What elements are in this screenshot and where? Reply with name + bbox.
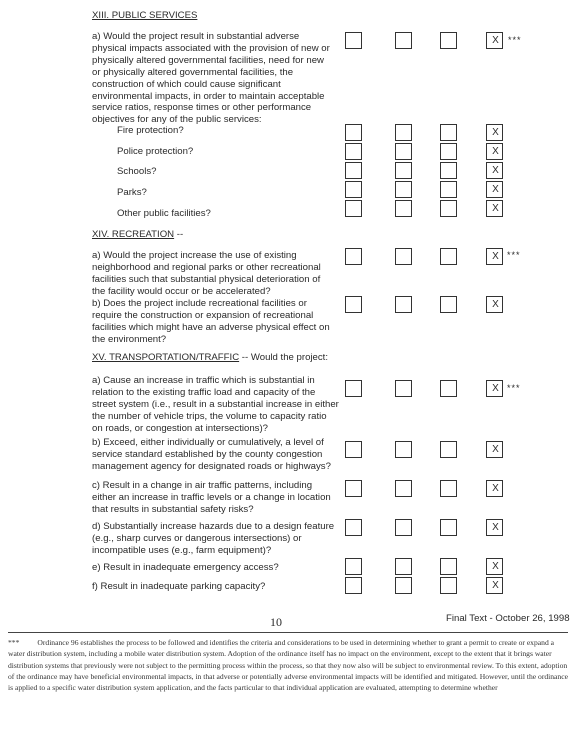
checkbox-xv-f-4[interactable] <box>486 577 503 594</box>
question-xiv-b: b) Does the project include recreational facilities or require the construction or expansion of recreational facilities which might have an adverse physical effect on the environment? <box>92 298 330 345</box>
question-xv-f: f) Result in inadequate parking capacity? <box>92 581 266 592</box>
checkbox-xv-b-4[interactable] <box>486 441 503 458</box>
checkbox-police-3[interactable] <box>440 143 457 160</box>
checkbox-xv-d-3[interactable] <box>440 519 457 536</box>
checkbox-schools-3[interactable] <box>440 162 457 179</box>
checkbox-xv-d-1[interactable] <box>345 519 362 536</box>
x-mark: X <box>492 165 499 176</box>
checkbox-xv-e-1[interactable] <box>345 558 362 575</box>
footnote <box>8 637 568 693</box>
x-mark: X <box>492 127 499 138</box>
checkbox-xv-d-2[interactable] <box>395 519 412 536</box>
section-xv-title: XV. TRANSPORTATION/TRAFFIC <box>92 352 240 363</box>
checkbox-xv-b-1[interactable] <box>345 441 362 458</box>
checkbox-parks-1[interactable] <box>345 181 362 198</box>
x-mark: X <box>492 146 499 157</box>
section-xv-suffix: -- Would the project: <box>239 352 328 363</box>
question-xv-b: b) Exceed, either individually or cumulatively, a level of service standard established by the county congestion management agency for designated roads or highways? <box>92 437 331 472</box>
x-mark: X <box>492 522 499 533</box>
asterisk-note-marker: *** <box>507 383 521 393</box>
checkbox-parks-2[interactable] <box>395 181 412 198</box>
checkbox-xv-b-2[interactable] <box>395 441 412 458</box>
checkbox-xiv-b-2[interactable] <box>395 296 412 313</box>
checkbox-police-2[interactable] <box>395 143 412 160</box>
checkbox-xiii-a-1[interactable] <box>345 32 362 49</box>
question-xv-e: e) Result in inadequate emergency access? <box>92 562 279 573</box>
checkbox-xv-a-4[interactable] <box>486 380 503 397</box>
checkbox-parks-3[interactable] <box>440 181 457 198</box>
question-xv-a: a) Cause an increase in traffic which is substantial in relation to the existing traffic load and capacity of the street system (i.e., result in a substantial increase in either the number of vehicle trips, the volume to capacity ratio on roads, or congestion at intersections)? <box>92 375 339 434</box>
footer-date: Final Text - October 26, 1998 <box>446 613 570 624</box>
checkbox-xiv-b-1[interactable] <box>345 296 362 313</box>
checkbox-xv-e-4[interactable] <box>486 558 503 575</box>
checkbox-xv-e-3[interactable] <box>440 558 457 575</box>
question-xv-d: d) Substantially increase hazards due to a design feature (e.g., sharp curves or dangerous intersections) or incompatible uses (e.g., farm equipment)? <box>92 521 335 556</box>
checkbox-other-2[interactable] <box>395 200 412 217</box>
checkbox-other-3[interactable] <box>440 200 457 217</box>
x-mark: X <box>492 35 499 46</box>
checkbox-schools-2[interactable] <box>395 162 412 179</box>
checkbox-xiv-a-3[interactable] <box>440 248 457 265</box>
page-number: 10 <box>270 615 282 629</box>
checkbox-fire-3[interactable] <box>440 124 457 141</box>
x-mark: X <box>492 251 499 262</box>
checkbox-xiii-a-4[interactable] <box>486 32 503 49</box>
checkbox-xv-c-2[interactable] <box>395 480 412 497</box>
checkbox-schools-4[interactable] <box>486 162 503 179</box>
asterisk-note-marker: *** <box>507 250 521 260</box>
checkbox-fire-4[interactable] <box>486 124 503 141</box>
checkbox-xiii-a-2[interactable] <box>395 32 412 49</box>
checkbox-xiii-a-3[interactable] <box>440 32 457 49</box>
x-mark: X <box>492 561 499 572</box>
checkbox-fire-1[interactable] <box>345 124 362 141</box>
question-xv-c: c) Result in a change in air traffic patterns, including either an increase in traffic levels or a change in location that results in substantial safety risks? <box>92 480 331 515</box>
checkbox-xiv-a-4[interactable] <box>486 248 503 265</box>
x-mark: X <box>492 299 499 310</box>
x-mark: X <box>492 580 499 591</box>
checkbox-xv-f-3[interactable] <box>440 577 457 594</box>
checkbox-other-1[interactable] <box>345 200 362 217</box>
checkbox-xv-a-2[interactable] <box>395 380 412 397</box>
checkbox-xiv-a-1[interactable] <box>345 248 362 265</box>
question-other: Other public facilities? <box>117 208 211 219</box>
checkbox-xiv-b-3[interactable] <box>440 296 457 313</box>
checkbox-xv-f-1[interactable] <box>345 577 362 594</box>
footnote-divider <box>8 632 568 633</box>
checkbox-schools-1[interactable] <box>345 162 362 179</box>
question-schools: Schools? <box>117 166 157 177</box>
x-mark: X <box>492 383 499 394</box>
checkbox-parks-4[interactable] <box>486 181 503 198</box>
asterisk-note-marker: *** <box>508 35 522 45</box>
x-mark: X <box>492 483 499 494</box>
x-mark: X <box>492 444 499 455</box>
checkbox-xv-c-3[interactable] <box>440 480 457 497</box>
checkbox-xv-b-3[interactable] <box>440 441 457 458</box>
section-xiv-title: XIV. RECREATION <box>92 229 175 240</box>
checkbox-xiv-a-2[interactable] <box>395 248 412 265</box>
checkbox-fire-2[interactable] <box>395 124 412 141</box>
question-fire: Fire protection? <box>117 125 184 136</box>
section-xiii-heading: XIII. PUBLIC SERVICES <box>92 10 198 21</box>
checkbox-police-1[interactable] <box>345 143 362 160</box>
footnote-marker: *** <box>8 638 20 647</box>
checkbox-xv-f-2[interactable] <box>395 577 412 594</box>
footnote-text: Ordinance 96 establishes the process to be followed and identifies the criteria and considerations to be used in determining whether to grant a permit to create or expand a water distribution system, including a mobile water distribution system. Adoption of the ordinance itself has no impact on the environment, except to the extent that it brings water distribution systems that previously were not subject to the permitting process within the process, so that they now also will be subject to environmental review. To this extent, adoption of the ordinance may have beneficial environmental impacts, in that adverse or potentially adverse environmental impacts will be identified and mitigated. However, until the ordinance is applied to a specific water distribution system application, and the facts particular to that individual application are evaluated, attempting to determine whether <box>8 638 568 693</box>
checkbox-xv-c-4[interactable] <box>486 480 503 497</box>
checkbox-other-4[interactable] <box>486 200 503 217</box>
x-mark: X <box>492 184 499 195</box>
checkbox-xv-e-2[interactable] <box>395 558 412 575</box>
question-police: Police protection? <box>117 146 194 157</box>
question-xiii-a: a) Would the project result in substantial adverse physical impacts associated with the provision of new or physically altered governmental facilities, need for new or physically altered governmental facilities, the construction of which could cause significant environmental impacts, in order to maintain acceptable service ratios, response times or other performance objectives for any of the public services: <box>92 31 330 126</box>
checkbox-xiv-b-4[interactable] <box>486 296 503 313</box>
checkbox-xv-d-4[interactable] <box>486 519 503 536</box>
question-xiv-a: a) Would the project increase the use of existing neighborhood and regional parks or other recreational facilities such that substantial physical deterioration of the facility would occur or be accelerated? <box>92 250 321 297</box>
x-mark: X <box>492 203 499 214</box>
section-xiv-suffix: -- <box>174 229 184 240</box>
section-xv-heading <box>92 352 328 364</box>
checkbox-police-4[interactable] <box>486 143 503 160</box>
checkbox-xv-a-1[interactable] <box>345 380 362 397</box>
section-xiv-heading <box>92 229 183 241</box>
checkbox-xv-a-3[interactable] <box>440 380 457 397</box>
question-parks: Parks? <box>117 187 147 198</box>
checkbox-xv-c-1[interactable] <box>345 480 362 497</box>
